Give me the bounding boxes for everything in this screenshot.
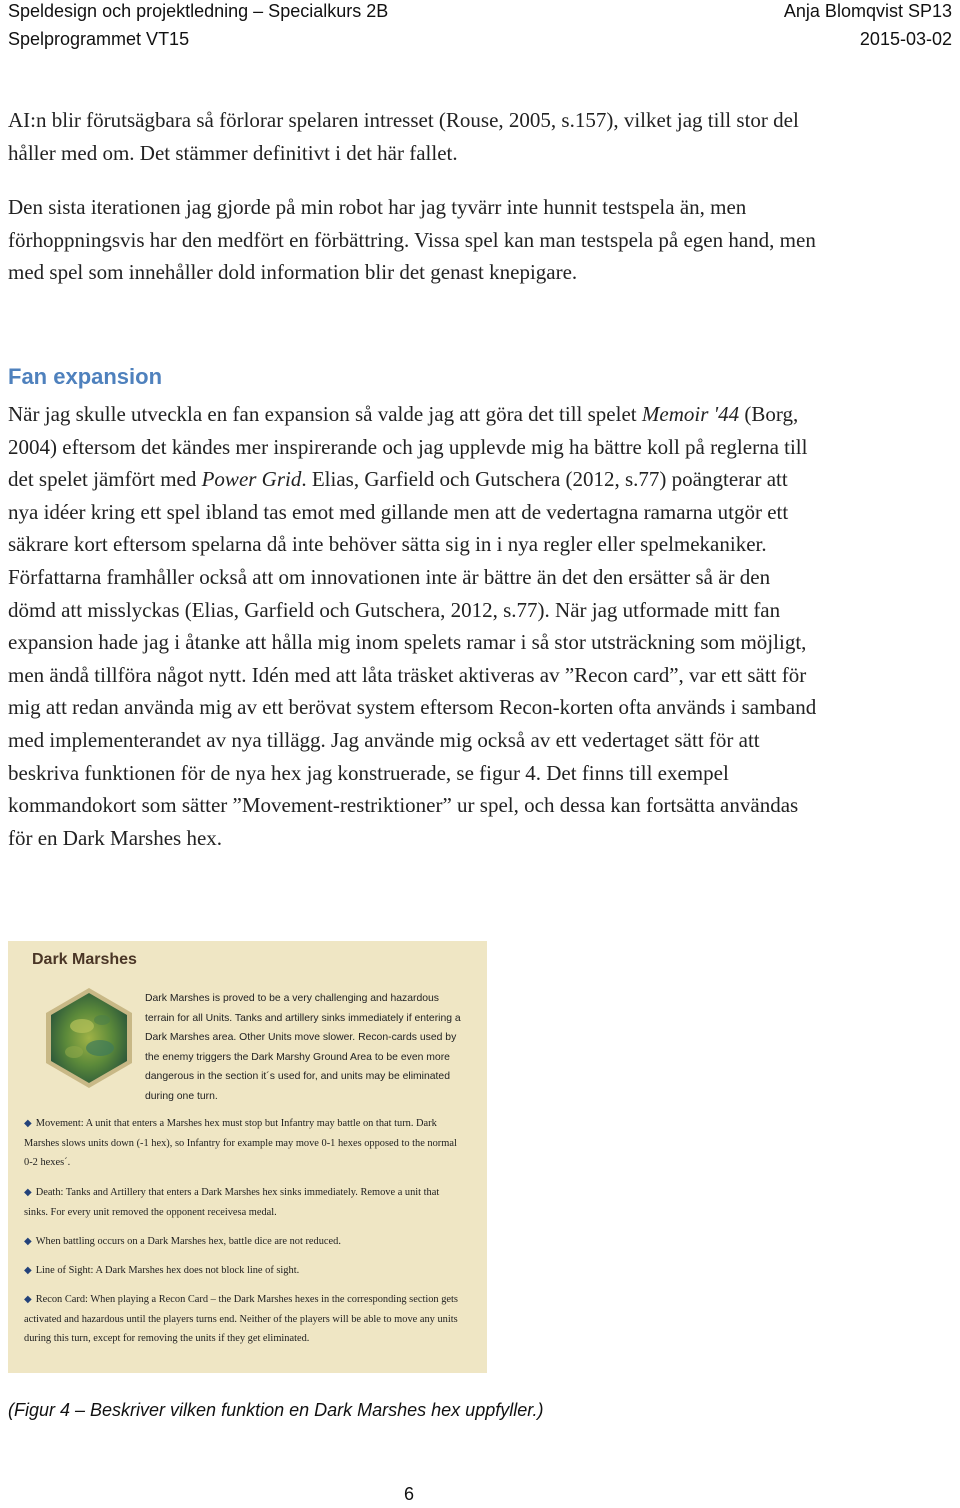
diamond-bullet-icon: ◆ xyxy=(24,1265,32,1276)
rule-recon-card xyxy=(24,1290,464,1349)
marsh-hex-icon xyxy=(44,986,134,1090)
diamond-bullet-icon: ◆ xyxy=(24,1294,32,1305)
memoir-title: Memoir '44 xyxy=(641,402,740,426)
page-number: 6 xyxy=(403,1484,414,1504)
rule-text: Death: Tanks and Artillery that enters a Dark Marshes hex sinks immediately. Remove a unit that sinks. For every unit removed the opponent receivesa medal. xyxy=(24,1187,440,1218)
card-title: Dark Marshes xyxy=(32,951,137,968)
figure-caption: (Figur 4 – Beskriver vilken funktion en Dark Marshes hex uppfyller.) xyxy=(8,1400,544,1420)
card-intro-text: Dark Marshes is proved to be a very challenging and hazardous terrain for all Units. Tanks and artillery sinks immediately if entering a Dark Marshes area. Other Units move slower. Recon-cards used by the enemy triggers the Dark Marshy Ground Area to be even more dangerous in the section it´s used for, and units may be eliminated during one turn. xyxy=(145,993,461,1102)
course-title: Speldesign och projektledning – Specialkurs 2B xyxy=(8,1,389,21)
paragraph-fan-expansion xyxy=(8,398,823,854)
rule-battle xyxy=(24,1232,464,1252)
rule-text: When battling occurs on a Dark Marshes hex, battle dice are not reduced. xyxy=(35,1236,341,1247)
diamond-bullet-icon: ◆ xyxy=(24,1236,32,1247)
paragraph-ai: AI:n blir förutsägbara så förlorar spelaren intresset (Rouse, 2005, s.157), vilket jag till stor del håller med om. Det stämmer definitivt i det här fallet. xyxy=(8,108,799,165)
author-name: Anja Blomqvist SP13 xyxy=(783,1,952,21)
page-header-line1 xyxy=(8,0,952,22)
document-date: 2015-03-02 xyxy=(859,29,952,49)
diamond-bullet-icon: ◆ xyxy=(24,1187,32,1198)
paragraph-iteration: Den sista iterationen jag gjorde på min robot har jag tyvärr inte hunnit testspela än, men förhoppningsvis har den medfört en förbättring. Vissa spel kan man testspela på egen hand, men med spel som innehåller dold information blir det genast knepigare. xyxy=(8,195,816,285)
rule-movement xyxy=(24,1114,464,1173)
rule-text: Recon Card: When playing a Recon Card – the Dark Marshes hexes in the corresponding section gets activated and hazardous until the players turns end. Neither of the players will be able to move any units during this turn, except for removing the units if they get eliminated. xyxy=(24,1294,458,1345)
rule-text: Line of Sight: A Dark Marshes hex does not block line of sight. xyxy=(35,1265,300,1276)
program-name: Spelprogrammet VT15 xyxy=(8,29,190,49)
p3-text-c: . Elias, Garfield och Gutschera (2012, s.77) poängterar att nya idéer kring ett spel ibland tas emot med gillande men att de vedertagna ramarna utgör ett säkrare kort eftersom spelarna då inte behöver sätta sig in i nya regler eller spelmekaniker. Författarna framhåller också att om innovationen inte är bättre än det den ersätter så är den dömd att misslyckas (Elias, Garfield och Gutschera, 2012, s.77). När jag utformade mitt fan expansion hade jag i åtanke att hålla mig inom spelets ramar i så stor utsträckning som möjligt, men ändå tillföra något nytt. Idén med att låta träsket aktiveras av ”Recon card”, var ett sätt för mig att redan använda mig av ett berövat system eftersom Recon-korten ofta används i samband med implementerandet av nya tillägg. Jag använde mig också av ett vedertaget sätt för att beskriva funktionen för de nya hex jag konstruerade, se figur 4. Det finns till exempel kommandokort som sätter ”Movement-restriktioner” ur spel, och dessa kan fortsätta användas för en Dark Marshes hex. xyxy=(8,467,817,850)
rule-death xyxy=(24,1183,464,1222)
p3-text-b: (Borg, 2004) eftersom det kändes mer inspirerande och jag upplevde mig ha bättre koll på reglerna till det spelet jämfört med xyxy=(8,402,808,492)
section-heading: Fan expansion xyxy=(8,364,163,389)
rule-line-of-sight xyxy=(24,1261,464,1281)
p3-text-a: När jag skulle utveckla en fan expansion så valde jag att göra det till spelet xyxy=(8,402,642,426)
power-grid-title: Power Grid xyxy=(201,467,302,492)
diamond-bullet-icon: ◆ xyxy=(24,1118,32,1129)
rule-text: Movement: A unit that enters a Marshes hex must stop but Infantry may battle on that turn. Dark Marshes slows units down (-1 hex), so Infantry for example may move 0-1 hexes opposed to the normal 0-2 hexes´. xyxy=(24,1118,457,1169)
page-header-line2 xyxy=(8,28,952,50)
